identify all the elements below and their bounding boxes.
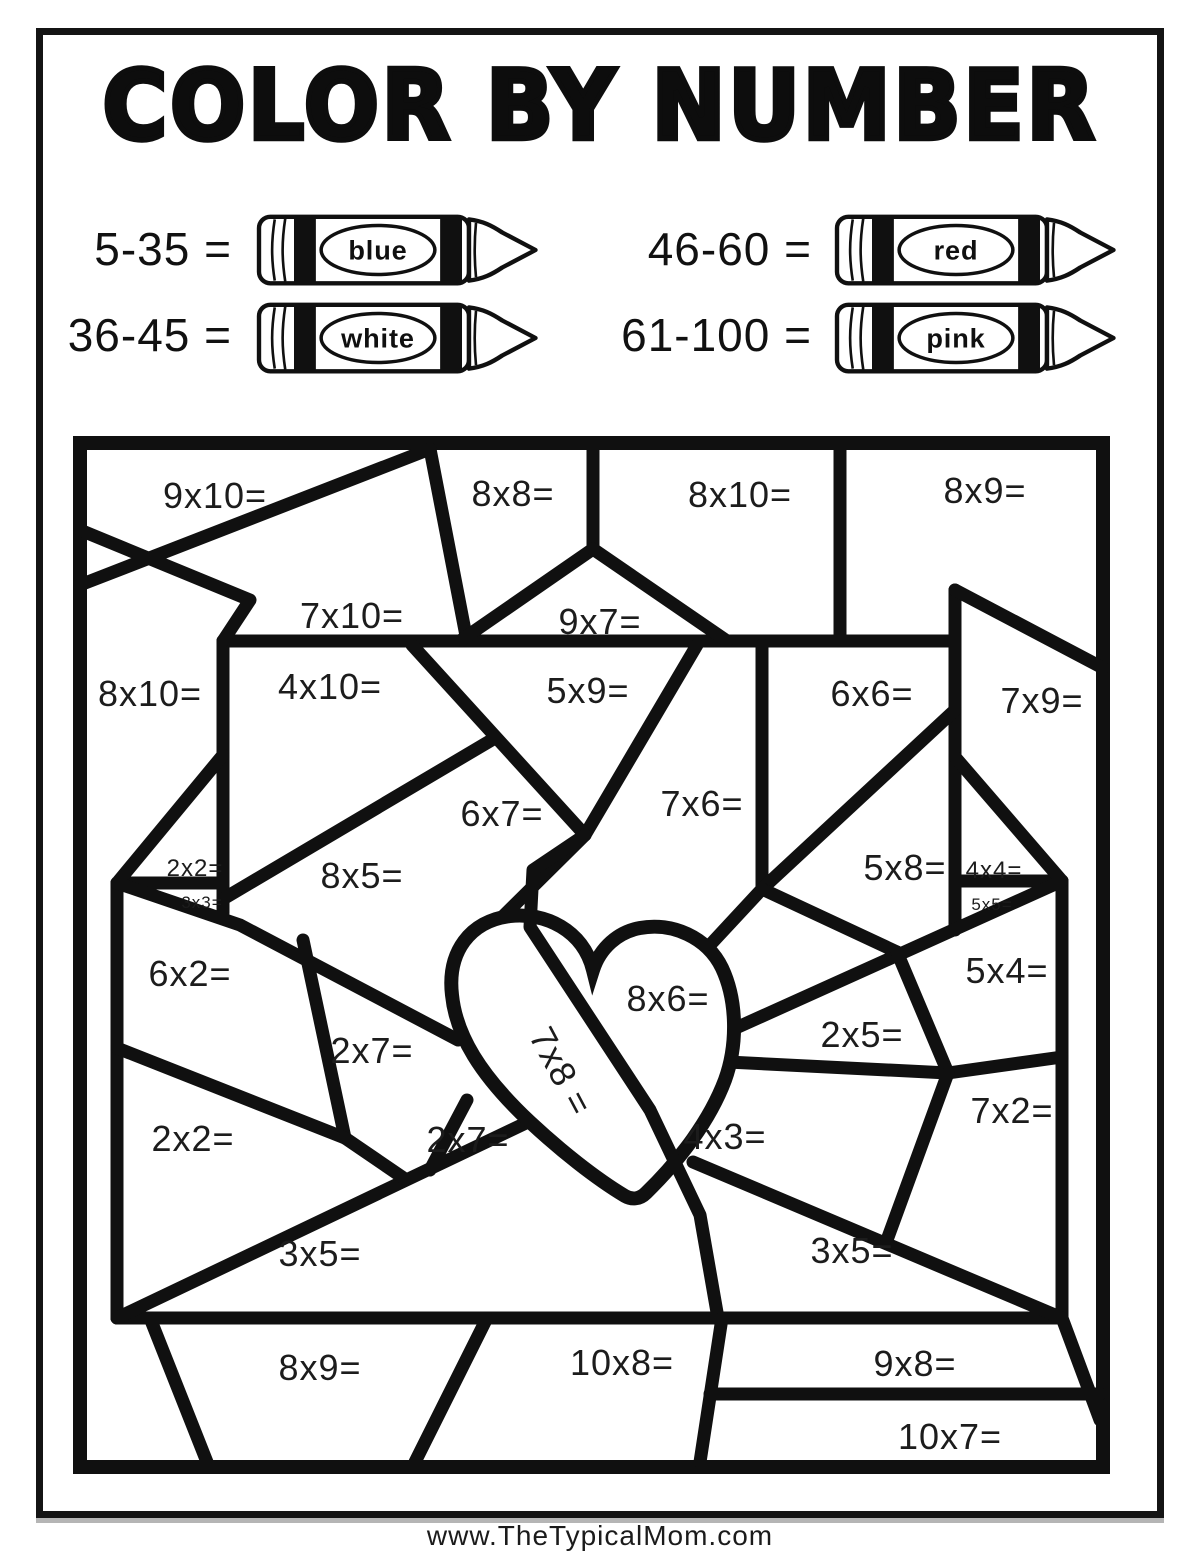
region-label-7x8-rotated: 7x8 =: [521, 1020, 602, 1123]
region-label-6x2: 6x2=: [148, 953, 232, 994]
region-label-8x10-top: 8x10=: [687, 474, 793, 515]
region-label-9x8: 9x8=: [873, 1343, 957, 1384]
region-label-5x8: 5x8=: [863, 847, 947, 888]
page-title: COLOR BY NUMBER: [102, 49, 1098, 162]
region-label-8x6: 8x6=: [626, 978, 710, 1019]
region-label-3x5-right: 3x5=: [810, 1230, 894, 1271]
region-label-7x2: 7x2=: [970, 1090, 1054, 1131]
region-label-9x10: 9x10=: [162, 475, 268, 516]
region-label-7x10: 7x10=: [299, 595, 405, 636]
region-label-3x3: 3x3=: [181, 893, 223, 912]
region-label-5x4: 5x4=: [965, 950, 1049, 991]
region-label-4x3: 4x3=: [683, 1116, 767, 1157]
region-label-8x8: 8x8=: [471, 473, 555, 514]
legend-range-blue: 5-35 =: [94, 223, 232, 275]
region-label-6x7: 6x7=: [460, 793, 544, 834]
region-label-2x2-corner: 2x2=: [166, 855, 224, 882]
crayon-color-label: white: [341, 322, 415, 354]
region-label-7x9: 7x9=: [1000, 680, 1084, 721]
region-label-2x5: 2x5=: [820, 1014, 904, 1055]
region-label-8x10-left: 8x10=: [97, 673, 203, 714]
legend-range-pink: 61-100 =: [621, 309, 812, 361]
region-label-2x7-lower: 2x7=: [426, 1119, 510, 1160]
region-label-10x7: 10x7=: [897, 1416, 1003, 1457]
region-label-5x9: 5x9=: [546, 670, 630, 711]
region-label-4x4: 4x4=: [965, 857, 1023, 884]
region-label-5x5: 5x5=: [971, 895, 1013, 914]
crayon-color-label: blue: [348, 234, 408, 266]
region-label-8x9-top: 8x9=: [943, 470, 1027, 511]
crayon-color-label: red: [933, 234, 979, 266]
region-label-3x5-left: 3x5=: [278, 1233, 362, 1274]
region-label-8x5: 8x5=: [320, 855, 404, 896]
region-label-2x2-left: 2x2=: [151, 1118, 235, 1159]
legend-range-red: 46-60 =: [647, 223, 812, 275]
footer-url: www.TheTypicalMom.com: [426, 1520, 774, 1551]
region-label-7x6: 7x6=: [660, 783, 744, 824]
region-label-2x7-upper: 2x7=: [330, 1030, 414, 1071]
crayon-color-label: pink: [926, 322, 986, 354]
legend-range-white: 36-45 =: [67, 309, 232, 361]
region-label-8x9-bottom: 8x9=: [278, 1347, 362, 1388]
region-label-6x6: 6x6=: [830, 673, 914, 714]
region-label-9x7: 9x7=: [558, 601, 642, 642]
region-label-4x10: 4x10=: [277, 666, 383, 707]
region-label-10x8: 10x8=: [569, 1342, 675, 1383]
